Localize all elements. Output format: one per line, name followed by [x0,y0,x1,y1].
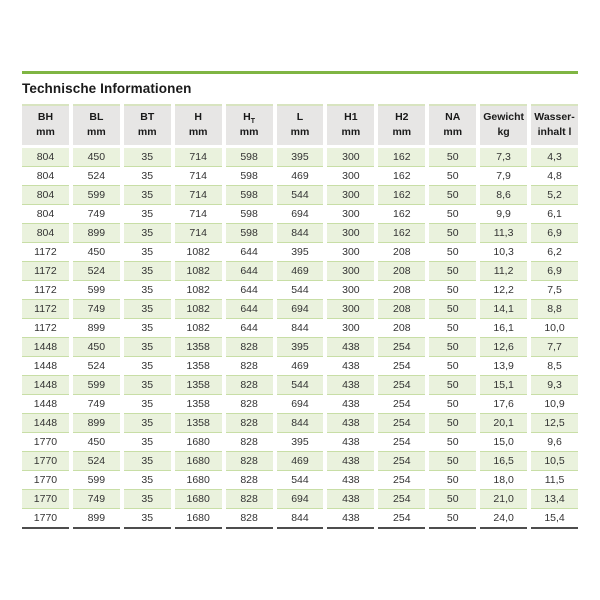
accent-line [22,71,578,74]
table-cell: 438 [327,490,374,509]
column-header-na [429,104,476,148]
column-header-h1 [327,104,374,148]
table-cell: 50 [429,338,476,357]
table-cell: 1172 [22,262,69,281]
column-label: BL [89,111,104,123]
table-cell: 35 [124,414,171,433]
table-cell: 828 [226,452,273,471]
table-cell: 50 [429,414,476,433]
column-label: Wasser- [534,111,575,123]
table-cell: 438 [327,452,374,471]
table-cell: 50 [429,395,476,414]
table-cell: 35 [124,224,171,243]
table-cell: 644 [226,262,273,281]
table-cell: 35 [124,357,171,376]
table-cell: 300 [327,300,374,319]
table-cell: 714 [175,224,222,243]
table-cell: 35 [124,243,171,262]
table-cell: 50 [429,167,476,186]
table-cell: 749 [73,205,120,224]
table-cell: 254 [378,490,425,509]
column-unit: mm [87,126,106,139]
table-row [22,357,578,376]
column-label: H [194,111,202,123]
table-cell: 50 [429,319,476,338]
column-label: $H_T$ [243,111,256,125]
table-cell: 749 [73,300,120,319]
table-cell: 35 [124,186,171,205]
table-row [22,243,578,262]
table-cell: 1680 [175,471,222,490]
table-cell: 50 [429,186,476,205]
table-cell: 162 [378,148,425,167]
table-row [22,262,578,281]
column-header-h [175,104,222,148]
table-cell: 35 [124,262,171,281]
table-cell: 844 [277,224,324,243]
table-cell: 254 [378,452,425,471]
table-cell: 15,1 [480,376,527,395]
table-cell: 598 [226,148,273,167]
column-label: NA [445,111,461,123]
table-cell: 599 [73,471,120,490]
column-label: Gewicht [483,111,525,123]
table-cell: 438 [327,433,374,452]
table-cell: 208 [378,262,425,281]
table-cell: 694 [277,490,324,509]
column-header-l [277,104,324,148]
table-cell: 438 [327,338,374,357]
table-cell: 828 [226,433,273,452]
table-cell: 35 [124,471,171,490]
table-header [22,104,578,148]
table-cell: 18,0 [480,471,527,490]
table-cell: 844 [277,509,324,529]
table-cell: 469 [277,167,324,186]
table-cell: 50 [429,471,476,490]
table-cell: 598 [226,167,273,186]
table-cell: 644 [226,300,273,319]
table-cell: 438 [327,414,374,433]
column-unit: mm [137,126,157,139]
table-cell: 1358 [175,376,222,395]
column-label-subscript: T [250,118,256,125]
table-cell: 50 [429,376,476,395]
column-header-h2 [378,104,425,148]
table-cell: 50 [429,281,476,300]
table-cell: 254 [378,395,425,414]
table-row [22,167,578,186]
column-header-bt [124,104,171,148]
table-cell: 35 [124,395,171,414]
table-cell: 1448 [22,376,69,395]
table-cell: 828 [226,395,273,414]
table-cell: 35 [124,148,171,167]
table-row [22,281,578,300]
table-cell: 804 [22,148,69,167]
table-cell: 50 [429,490,476,509]
table-cell: 10,3 [480,243,527,262]
table-cell: 1448 [22,395,69,414]
table-cell: 14,1 [480,300,527,319]
table-cell: 899 [73,319,120,338]
table-cell: 714 [175,148,222,167]
table-cell: 7,7 [531,338,578,357]
table-cell: 162 [378,186,425,205]
table-cell: 899 [73,224,120,243]
table-cell: 300 [327,243,374,262]
table-cell: 10,0 [531,319,578,338]
table-row [22,452,578,471]
table-row [22,186,578,205]
table-cell: 50 [429,433,476,452]
column-unit: mm [443,126,463,139]
table-cell: 899 [73,414,120,433]
table-cell: 1680 [175,490,222,509]
table-cell: 804 [22,224,69,243]
column-unit: mm [239,126,259,139]
table-cell: 35 [124,452,171,471]
table-cell: 50 [429,205,476,224]
table-cell: 8,5 [531,357,578,376]
table-cell: 1770 [22,509,69,529]
table-cell: 35 [124,490,171,509]
table-cell: 694 [277,300,324,319]
column-header-wasser [531,104,578,148]
table-cell: 469 [277,262,324,281]
table-cell: 644 [226,281,273,300]
table-cell: 524 [73,452,120,471]
table-cell: 1448 [22,357,69,376]
table-cell: 749 [73,395,120,414]
table-cell: 899 [73,509,120,529]
table-cell: 35 [124,433,171,452]
table-cell: 11,5 [531,471,578,490]
table-cell: 804 [22,186,69,205]
table-cell: 749 [73,490,120,509]
table-cell: 450 [73,148,120,167]
page-title: Technische Informationen [22,81,192,96]
table-cell: 35 [124,300,171,319]
table-cell: 50 [429,300,476,319]
table-row [22,433,578,452]
table-cell: 828 [226,471,273,490]
table-cell: 35 [124,509,171,529]
table-cell: 254 [378,433,425,452]
table-cell: 1172 [22,281,69,300]
table-cell: 20,1 [480,414,527,433]
table-cell: 599 [73,186,120,205]
table-cell: 300 [327,224,374,243]
table-cell: 12,6 [480,338,527,357]
table-cell: 12,2 [480,281,527,300]
table-cell: 1448 [22,414,69,433]
table-cell: 254 [378,376,425,395]
table-cell: 544 [277,376,324,395]
technical-info-table [18,104,582,529]
table-row [22,509,578,529]
table-cell: 844 [277,319,324,338]
table-cell: 254 [378,338,425,357]
table-cell: 469 [277,357,324,376]
column-unit: mm [290,126,310,139]
table-cell: 35 [124,167,171,186]
column-unit: mm [392,126,412,139]
table-cell: 35 [124,376,171,395]
column-label: L [296,111,304,123]
table-body [22,148,578,529]
table-cell: 714 [175,186,222,205]
table-cell: 7,5 [531,281,578,300]
table-cell: 9,9 [480,205,527,224]
table-cell: 17,6 [480,395,527,414]
table-cell: 598 [226,205,273,224]
table-cell: 13,9 [480,357,527,376]
table-cell: 10,9 [531,395,578,414]
table-cell: 1448 [22,338,69,357]
table-cell: 254 [378,509,425,529]
table-cell: 208 [378,243,425,262]
table-cell: 300 [327,148,374,167]
column-unit: kg [497,126,510,139]
table-cell: 844 [277,414,324,433]
table-cell: 598 [226,186,273,205]
table-cell: 300 [327,281,374,300]
table-cell: 11,3 [480,224,527,243]
table-cell: 599 [73,281,120,300]
table-cell: 438 [327,471,374,490]
table-cell: 438 [327,357,374,376]
table-cell: 8,6 [480,186,527,205]
table-row [22,224,578,243]
table-row [22,300,578,319]
table-cell: 544 [277,281,324,300]
table-cell: 208 [378,281,425,300]
table-cell: 15,4 [531,509,578,529]
table-cell: 544 [277,471,324,490]
table-cell: 524 [73,262,120,281]
column-unit: mm [188,126,208,139]
table-cell: 828 [226,490,273,509]
table-cell: 15,0 [480,433,527,452]
table-cell: 10,5 [531,452,578,471]
table-cell: 300 [327,319,374,338]
table-cell: 24,0 [480,509,527,529]
table-cell: 395 [277,243,324,262]
table-cell: 300 [327,262,374,281]
table-cell: 1358 [175,414,222,433]
table-row [22,490,578,509]
table-row [22,338,578,357]
column-unit: mm [36,126,55,139]
table-row [22,471,578,490]
table-cell: 50 [429,224,476,243]
table-cell: 208 [378,319,425,338]
table-cell: 6,1 [531,205,578,224]
column-unit: inhalt l [537,126,572,139]
table-cell: 208 [378,300,425,319]
table-cell: 544 [277,186,324,205]
table-cell: 450 [73,338,120,357]
table-cell: 395 [277,433,324,452]
table-cell: 644 [226,319,273,338]
table-row [22,414,578,433]
table-cell: 644 [226,243,273,262]
column-label: H1 [344,111,358,123]
column-label: BT [140,111,155,123]
table-cell: 8,8 [531,300,578,319]
table-cell: 12,5 [531,414,578,433]
table-cell: 1770 [22,433,69,452]
table-cell: 1680 [175,509,222,529]
table-cell: 50 [429,243,476,262]
table-cell: 35 [124,205,171,224]
table-cell: 50 [429,148,476,167]
table-cell: 1358 [175,357,222,376]
table-cell: 162 [378,167,425,186]
table-cell: 9,3 [531,376,578,395]
table-cell: 162 [378,205,425,224]
table-cell: 254 [378,357,425,376]
table-cell: 450 [73,433,120,452]
table-cell: 599 [73,376,120,395]
table-row [22,319,578,338]
table-cell: 6,9 [531,224,578,243]
table-cell: 1172 [22,300,69,319]
table-cell: 6,2 [531,243,578,262]
table-cell: 50 [429,509,476,529]
column-header-gewicht [480,104,527,148]
table-cell: 395 [277,338,324,357]
table-cell: 1770 [22,490,69,509]
table-cell: 524 [73,167,120,186]
table-cell: 21,0 [480,490,527,509]
table-cell: 162 [378,224,425,243]
table-cell: 1770 [22,471,69,490]
table-cell: 254 [378,414,425,433]
table-cell: 438 [327,395,374,414]
table-cell: 804 [22,167,69,186]
table-cell: 1082 [175,281,222,300]
table-cell: 4,3 [531,148,578,167]
table-cell: 1680 [175,452,222,471]
table-cell: 300 [327,205,374,224]
table-cell: 50 [429,357,476,376]
table-cell: 1082 [175,319,222,338]
table-cell: 828 [226,357,273,376]
table-cell: 1770 [22,452,69,471]
table-cell: 598 [226,224,273,243]
header-row [22,104,578,148]
table-cell: 438 [327,376,374,395]
table-cell: 6,9 [531,262,578,281]
table-cell: 714 [175,167,222,186]
table-cell: 450 [73,243,120,262]
table-cell: 11,2 [480,262,527,281]
column-header-ht [226,104,273,148]
table-cell: 7,9 [480,167,527,186]
table-cell: 1082 [175,262,222,281]
table-cell: 1082 [175,300,222,319]
column-unit: mm [341,126,361,139]
table-row [22,205,578,224]
table-cell: 50 [429,262,476,281]
table-cell: 828 [226,338,273,357]
table-row [22,395,578,414]
table-cell: 828 [226,376,273,395]
column-header-bh [22,104,69,148]
table-cell: 254 [378,471,425,490]
table-cell: 828 [226,414,273,433]
column-header-bl [73,104,120,148]
table-cell: 524 [73,357,120,376]
table-cell: 1680 [175,433,222,452]
table-row [22,148,578,167]
table-cell: 7,3 [480,148,527,167]
column-label: H2 [395,111,409,123]
table-cell: 469 [277,452,324,471]
table-cell: 438 [327,509,374,529]
table-cell: 694 [277,395,324,414]
table-cell: 300 [327,167,374,186]
table-cell: 714 [175,205,222,224]
table-cell: 804 [22,205,69,224]
table-cell: 828 [226,509,273,529]
table-cell: 1172 [22,319,69,338]
table-cell: 1082 [175,243,222,262]
table-cell: 395 [277,148,324,167]
table-cell: 35 [124,338,171,357]
content-area [22,71,578,529]
table-cell: 9,6 [531,433,578,452]
table-cell: 1358 [175,395,222,414]
table-cell: 1172 [22,243,69,262]
column-label: BH [37,111,54,123]
table-row [22,376,578,395]
table-cell: 16,5 [480,452,527,471]
table-cell: 4,8 [531,167,578,186]
table-cell: 50 [429,452,476,471]
table-cell: 694 [277,205,324,224]
table-cell: 300 [327,186,374,205]
table-cell: 35 [124,319,171,338]
table-cell: 1358 [175,338,222,357]
table-cell: 5,2 [531,186,578,205]
table-cell: 16,1 [480,319,527,338]
table-cell: 35 [124,281,171,300]
table-cell: 13,4 [531,490,578,509]
